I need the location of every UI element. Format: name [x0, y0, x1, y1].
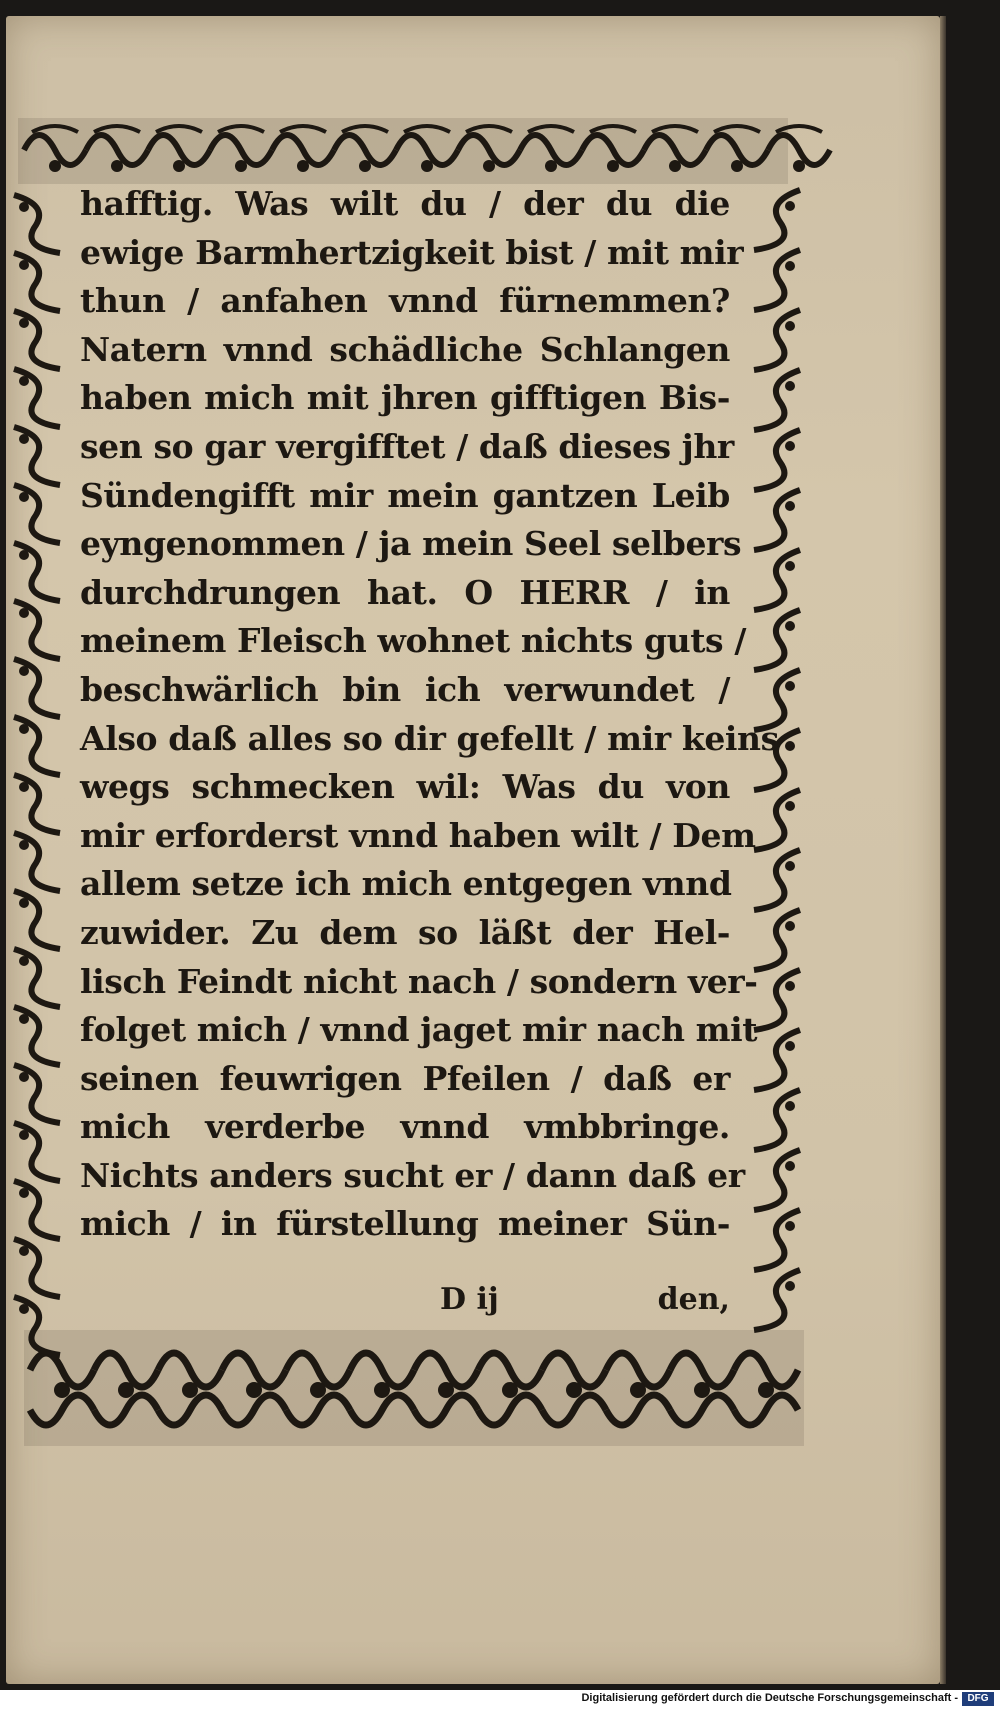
border-right-scroll: [754, 310, 800, 370]
text-line: haben mich mit jhren gifftigen Bis-: [80, 378, 730, 418]
border-right-knot: [785, 561, 795, 571]
text-line: wegs schmecken wil: Was du von: [80, 767, 730, 807]
border-right-scroll: [754, 1270, 800, 1330]
text-line: Sündengifft mir mein gantzen Leib: [80, 475, 730, 515]
border-right-knot: [785, 681, 795, 691]
border-right-knot: [785, 381, 795, 391]
text-line: meinem Fleisch wohnet nichts guts /: [80, 621, 746, 661]
border-left-knot: [19, 550, 29, 560]
border-right-knot: [785, 1221, 795, 1231]
text-line: beschwärlich bin ich verwundet /: [80, 669, 730, 709]
text-line: Also daß alles so dir gefellt / mir keins: [80, 718, 779, 758]
border-right-knot: [785, 981, 795, 991]
border-top-knot: [49, 160, 61, 172]
text-line: mich / in fürstellung meiner Sün-: [80, 1204, 730, 1244]
border-bottom-knot: [630, 1382, 646, 1398]
border-top-knot: [359, 160, 371, 172]
text-line: Nichts anders sucht er / dann daß er: [80, 1155, 745, 1195]
border-top-knot: [173, 160, 185, 172]
border-bottom-knot: [374, 1382, 390, 1398]
border-right-knot: [785, 261, 795, 271]
border-left-knot: [19, 1072, 29, 1082]
border-right-knot: [785, 1101, 795, 1111]
page-signature-line: [430, 1276, 730, 1326]
border-bottom-knot: [182, 1382, 198, 1398]
border-bottom-knot: [438, 1382, 454, 1398]
border-right-knot: [785, 1281, 795, 1291]
border-left-knot: [19, 724, 29, 734]
border-top-knot: [483, 160, 495, 172]
text-line: eyngenommen / ja mein Seel selbers: [80, 524, 742, 564]
text-line: ewige Barmhertzigkeit bist / mit mir: [80, 232, 744, 272]
border-right-knot: [785, 321, 795, 331]
text-line: allem setze ich mich entgegen vnnd: [80, 864, 732, 904]
border-right-scroll: [754, 1090, 800, 1150]
border-right-knot: [785, 861, 795, 871]
border-right-scroll: [754, 850, 800, 910]
border-right-knot: [785, 201, 795, 211]
border-left-knot: [19, 1246, 29, 1256]
border-right-knot: [785, 441, 795, 451]
text-line: hafftig. Was wilt du / der du die: [80, 184, 730, 223]
border-left-knot: [19, 782, 29, 792]
border-left-knot: [19, 666, 29, 676]
border-bottom-knot: [694, 1382, 710, 1398]
border-bottom-knot: [54, 1382, 70, 1398]
border-right-scroll: [754, 430, 800, 490]
border-right-scroll: [754, 790, 800, 850]
text-line: lisch Feindt nicht nach / sondern ver-: [80, 961, 758, 1001]
border-left-knot: [19, 1188, 29, 1198]
border-top-knot: [111, 160, 123, 172]
border-top-knot: [235, 160, 247, 172]
border-bottom-knot: [310, 1382, 326, 1398]
border-bottom-knot: [758, 1382, 774, 1398]
border-left-knot: [19, 492, 29, 502]
border-top-knot: [421, 160, 433, 172]
border-left-knot: [19, 202, 29, 212]
border-right-knot: [785, 801, 795, 811]
border-right-scroll: [754, 370, 800, 430]
border-left-knot: [19, 318, 29, 328]
border-right-knot: [785, 1041, 795, 1051]
text-line: mir erforderst vnnd haben wilt / Dem: [80, 815, 756, 855]
border-top-knot: [297, 160, 309, 172]
border-right-knot: [785, 921, 795, 931]
text-line: folget mich / vnnd jaget mir nach mit: [80, 1010, 758, 1050]
border-right-scroll: [754, 550, 800, 610]
catchword: den,: [657, 1282, 730, 1317]
text-line: durchdrungen hat. O HERR / in: [80, 572, 730, 612]
dfg-logo: DFG: [962, 1692, 994, 1706]
border-top-knot: [793, 160, 805, 172]
border-right-scroll: [754, 190, 800, 250]
border-top-knot: [669, 160, 681, 172]
text-line: mich verderbe vnnd vmbbringe.: [80, 1107, 730, 1147]
border-right-knot: [785, 1161, 795, 1171]
border-bottom-knot: [502, 1382, 518, 1398]
border-right-scroll: [754, 490, 800, 550]
border-right-scroll: [754, 610, 800, 670]
border-left-knot: [19, 260, 29, 270]
border-left-knot: [19, 1130, 29, 1140]
text-line: seinen feuwrigen Pfeilen / daß er: [80, 1058, 730, 1098]
border-left-knot: [19, 376, 29, 386]
border-left-knot: [19, 1014, 29, 1024]
border-right-knot: [785, 621, 795, 631]
border-left-knot: [19, 956, 29, 966]
border-right-scroll: [754, 970, 800, 1030]
text-line: Natern vnnd schädliche Schlangen: [80, 329, 730, 369]
border-left-knot: [19, 608, 29, 618]
border-right-scroll: [754, 1150, 800, 1210]
border-right-scroll: [754, 1030, 800, 1090]
border-bottom-knot: [566, 1382, 582, 1398]
border-left-knot: [19, 898, 29, 908]
border-right-scroll: [754, 1210, 800, 1270]
border-left-knot: [19, 434, 29, 444]
border-bottom-knot: [246, 1382, 262, 1398]
page-text: [80, 180, 779, 1249]
text-line: zuwider. Zu dem so läßt der Hel-: [80, 912, 730, 952]
border-top-knot: [607, 160, 619, 172]
funding-credit: Digitalisierung gefördert durch die Deutsche Forschungsgemeinschaft -: [581, 1692, 958, 1704]
border-bottom-knot: [118, 1382, 134, 1398]
border-right-knot: [785, 741, 795, 751]
border-left-knot: [19, 1304, 29, 1314]
border-right-knot: [785, 501, 795, 511]
border-top-knot: [731, 160, 743, 172]
border-top-knot: [545, 160, 557, 172]
text-line: sen so gar vergifftet / daß dieses jhr: [80, 426, 734, 466]
signature-mark: D ij: [440, 1282, 499, 1317]
border-right-scroll: [754, 250, 800, 310]
border-left-knot: [19, 840, 29, 850]
border-right-scroll: [754, 910, 800, 970]
text-line: thun / anfahen vnnd fürnemmen?: [80, 281, 730, 321]
